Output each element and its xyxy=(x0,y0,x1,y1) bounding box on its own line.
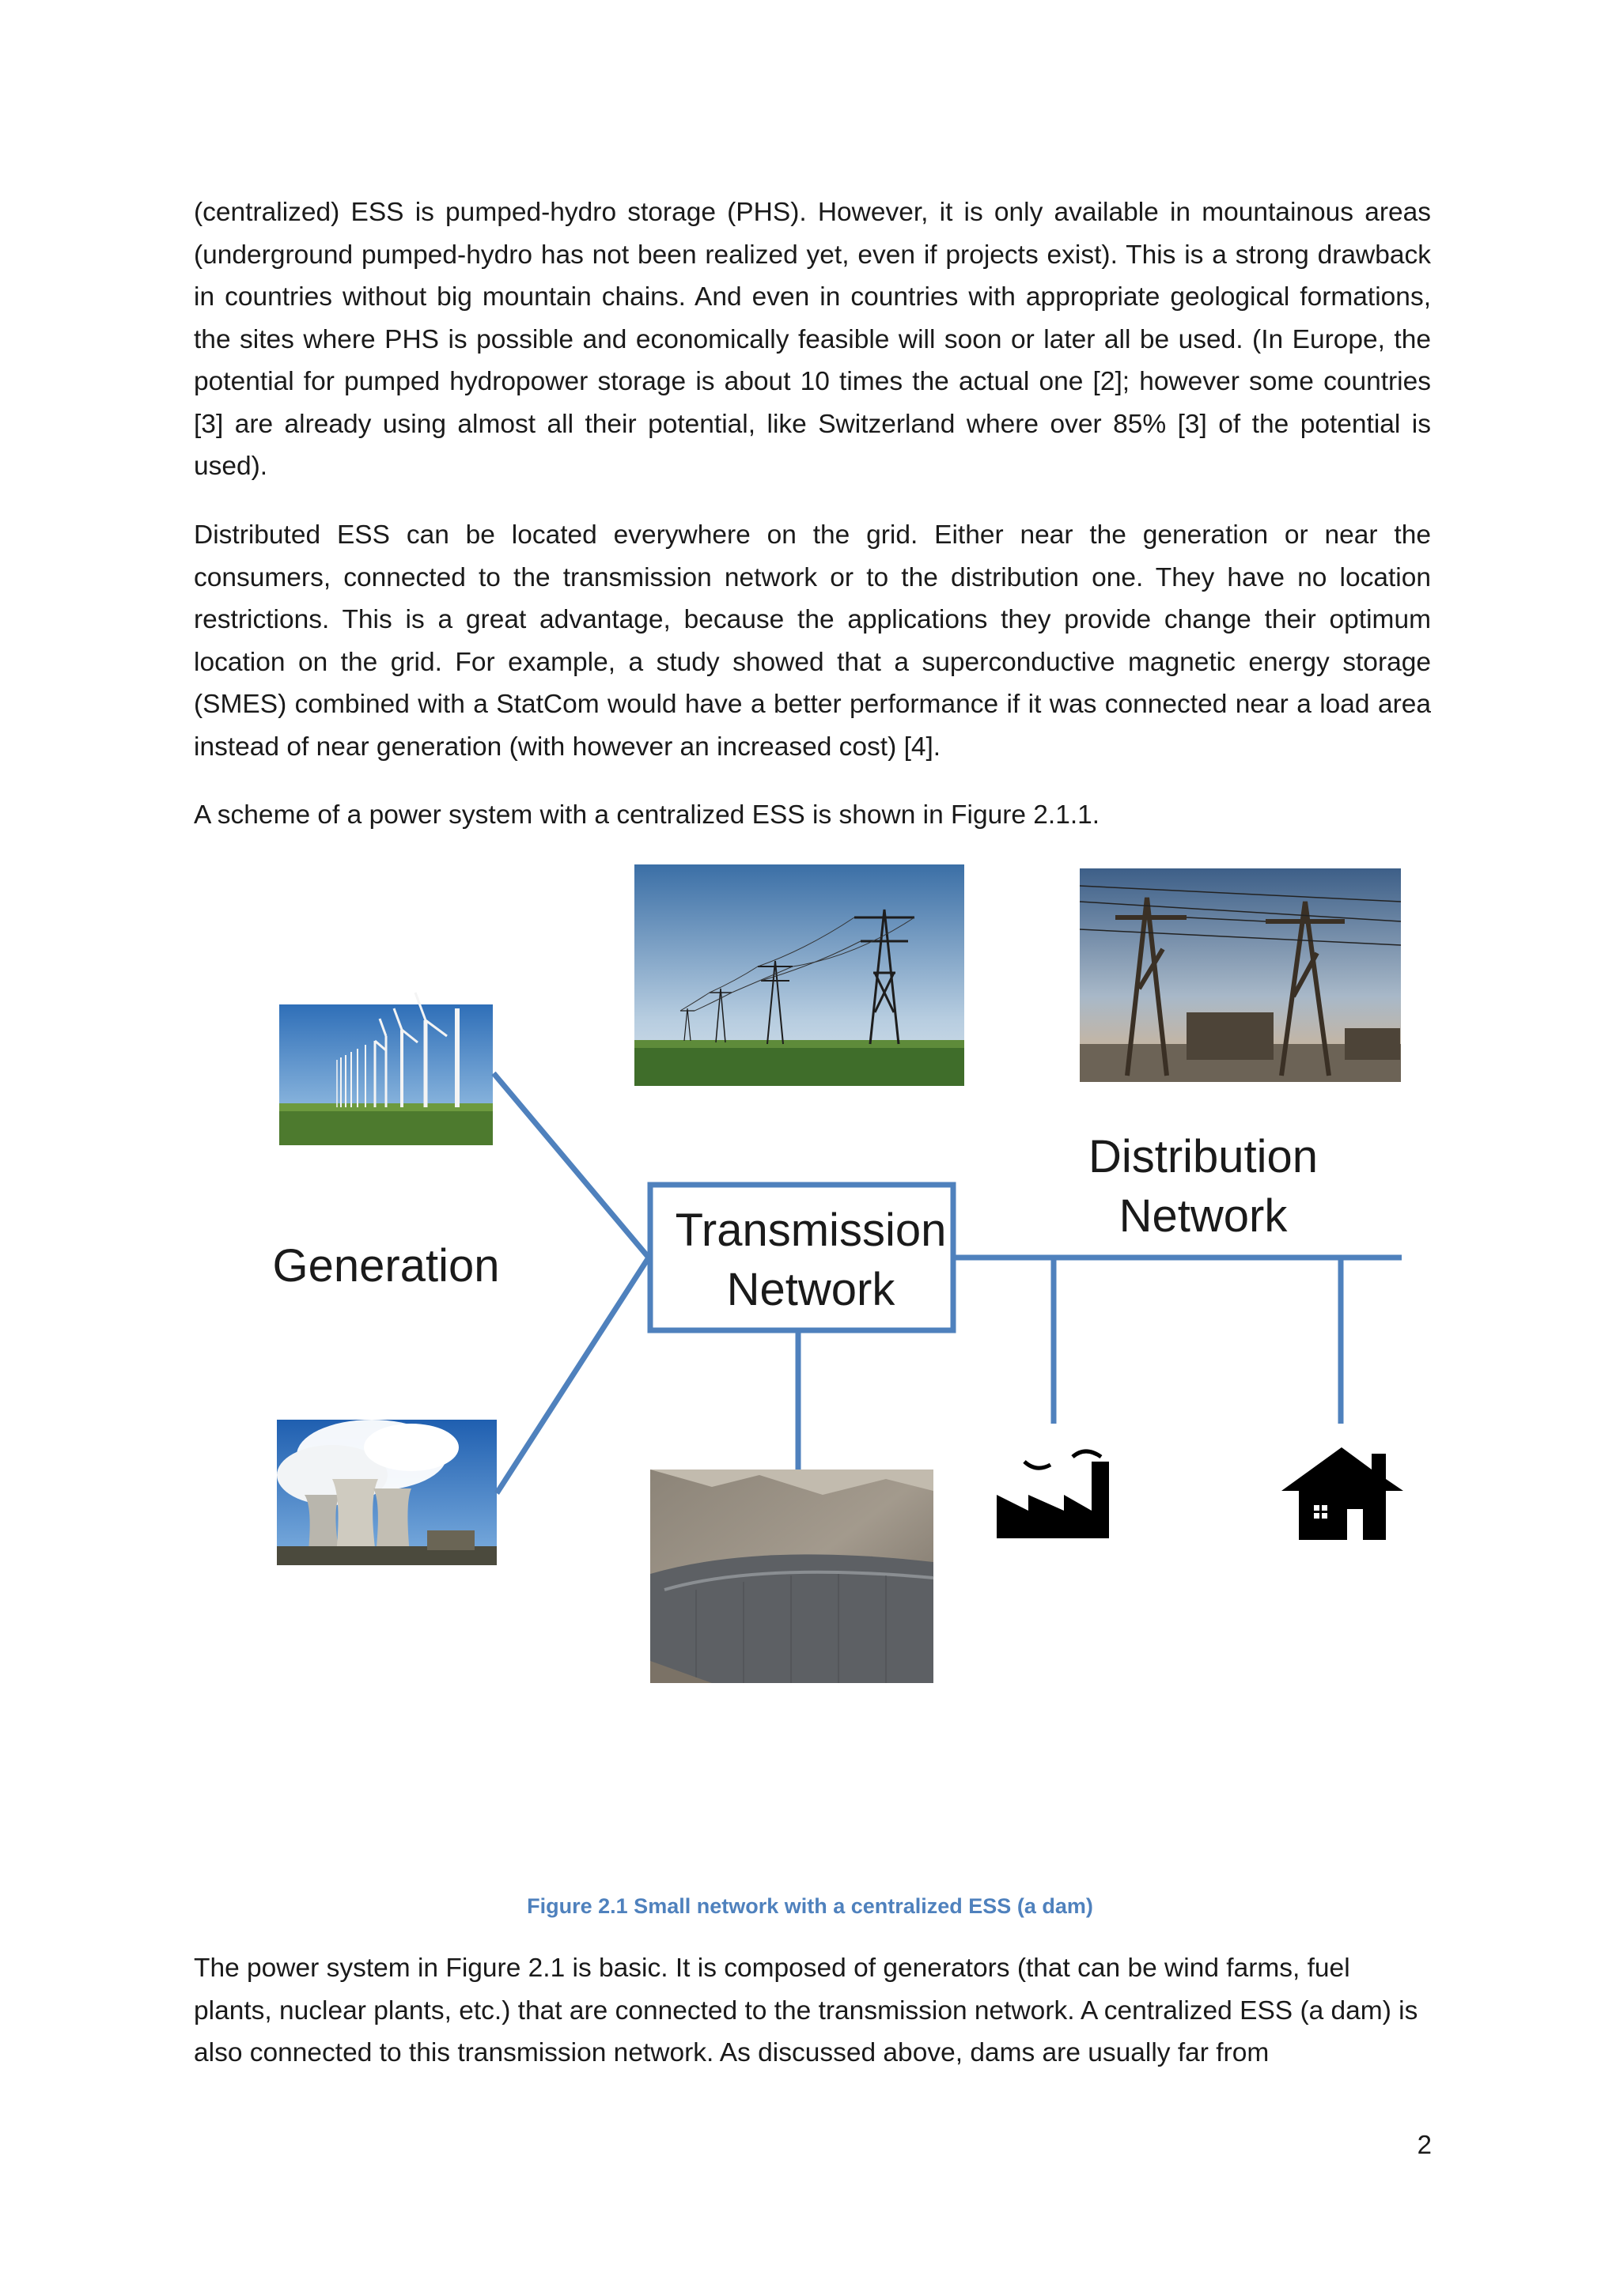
dam-photo xyxy=(650,1470,933,1683)
figure-caption: Figure 2.1 Small network with a centralized ESS (a dam) xyxy=(527,1894,1093,1918)
generation-label: Generation xyxy=(272,1240,500,1292)
paragraph-phs: (centralized) ESS is pumped-hydro storage (PHS). However, it is only available in mountainous areas (underground pumped-hydro has not been realized yet, even if projects exist). This is a strong drawback in countries without big mountain chains. And even in countries with appropriate geological formations, the sites where PHS is possible and economically feasible will soon or later all be used. (In Europe, the potential for pumped hydropower storage is about 10 times the actual one [2]; however some countries [3] are already using almost all their potential, like Switzerland where over 85% [3] of the potential is used). xyxy=(194,198,1431,481)
nuclear-plant-photo xyxy=(277,1420,497,1565)
wind-turbines-photo xyxy=(279,993,493,1145)
house-icon xyxy=(1281,1447,1403,1540)
transmission-label-line2: Network xyxy=(726,1264,895,1315)
transmission-towers-photo xyxy=(634,864,964,1086)
paragraph-power-system: The power system in Figure 2.1 is basic. It is composed of generators (that can be wind farms, fuel plants, nuclear plants, etc.) that are connected to the transmission network. A centralized ESS (a dam) is also connected to this transmission network. As discussed above, dams are usually far from xyxy=(194,1954,1418,2067)
factory-icon xyxy=(997,1451,1109,1538)
substation-photo xyxy=(1080,868,1401,1082)
distribution-label-line1: Distribution xyxy=(1088,1131,1319,1182)
paragraph-figure-intro: A scheme of a power system with a centralized ESS is shown in Figure 2.1.1. xyxy=(194,800,1100,830)
transmission-label-line1: Transmission xyxy=(675,1205,947,1256)
page-number: 2 xyxy=(1417,2130,1432,2159)
distribution-label-line2: Network xyxy=(1118,1190,1288,1242)
paragraph-distributed-ess: Distributed ESS can be located everywhere on the grid. Either near the generation or near the consumers, connected to the transmission network or to the distribution one. They have no location restrictions. This is a great advantage, because the applications they provide change their optimum location on the grid. For example, a study showed that a superconductive magnetic energy storage (SMES) combined with a StatCom would have a better performance if it was connected near a load area instead of near generation (with however an increased cost) [4]. xyxy=(194,520,1431,762)
